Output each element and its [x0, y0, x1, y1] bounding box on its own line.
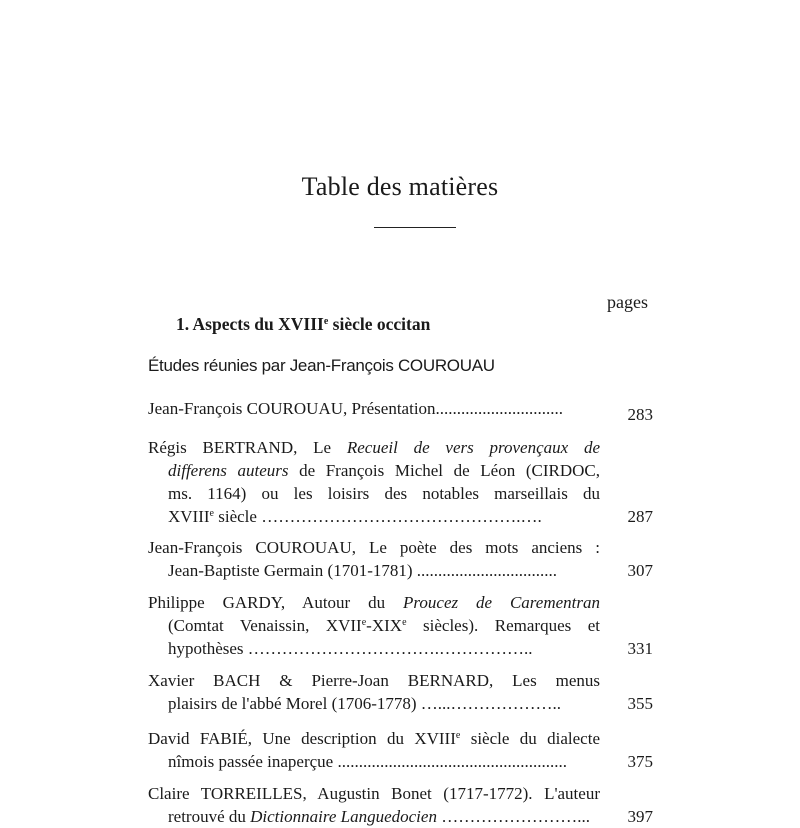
toc-entry-text: Xavier BACH & Pierre-Joan BERNARD, Les menus [148, 671, 600, 690]
toc-entry-page: 331 [627, 639, 653, 658]
toc-entry-text: Philippe GARDY, Autour du [148, 593, 404, 612]
toc-entry-text: siècle ……………………………………….…. [214, 507, 542, 526]
toc-entry-line [148, 750, 600, 773]
toc-entry [148, 782, 653, 828]
toc-entry-text: plaisirs de l'abbé Morel (1706-1778) …...……………….. [168, 694, 562, 713]
toc-entry-line [148, 727, 600, 750]
toc-entry-line [148, 505, 600, 528]
toc-entry-text: nîmois passée inaperçue ...................................................... [168, 752, 567, 771]
toc-entry-line [148, 669, 600, 692]
toc-entry-text: ……………………... [436, 807, 590, 826]
toc-entry-text: Jean-Baptiste Germain (1701-1781) ................................. [168, 561, 558, 580]
toc-entry-text: retrouvé du [168, 807, 251, 826]
toc-entry-line [148, 482, 600, 505]
toc-entry [148, 536, 653, 582]
toc-entry-title-italic: Dictionnaire Languedocien [250, 807, 437, 826]
toc-entry [148, 591, 653, 660]
toc-list [148, 397, 653, 828]
toc-entry-line [148, 805, 600, 828]
toc-entry-page: 283 [627, 405, 653, 424]
toc-entry-line [148, 591, 600, 614]
toc-entry-title-italic: Proucez de Carementran [403, 593, 600, 612]
toc-entry-line [148, 692, 600, 715]
editor-line: Études réunies par Jean-François COUROUAU [148, 356, 495, 375]
toc-entry-line [148, 459, 600, 482]
toc-entry-sup: e [455, 730, 461, 741]
toc-entry-title-italic: differens auteurs [168, 461, 289, 480]
toc-entry-page: 355 [627, 694, 653, 713]
toc-entry-page: 375 [627, 752, 653, 771]
toc-entry-line [148, 559, 600, 582]
toc-entry-text: de François Michel de Léon (CIRDOC, [288, 461, 600, 480]
pages-column-label: pages [607, 292, 648, 312]
toc-entry-text: Régis BERTRAND, Le [148, 438, 347, 457]
toc-entry-text: siècles). Remarques et [406, 616, 600, 635]
toc-entry-line [148, 536, 600, 559]
toc-entry [148, 436, 653, 528]
toc-entry-line [148, 637, 600, 660]
toc-entry-line [148, 782, 600, 805]
section-title-suffix: siècle occitan [328, 314, 431, 334]
toc-entry-text: Jean-François COUROUAU, Présentation.............................. [148, 399, 564, 418]
toc-entry-text: Jean-François COUROUAU, Le poète des mots anciens : [148, 538, 600, 557]
page-title: Table des matières [301, 172, 499, 201]
toc-entry-text: XVIII [168, 507, 210, 526]
toc-entry-text: hypothèses …………………………….…………….. [168, 639, 533, 658]
title-rule [374, 227, 456, 228]
toc-entry-sup: e [361, 617, 367, 628]
section-title-sup: e [323, 316, 329, 327]
toc-entry-page: 287 [627, 507, 653, 526]
toc-entry-text: David FABIÉ, Une description du XVIII [148, 729, 456, 748]
section-title-prefix: 1. Aspects du XVIII [176, 314, 324, 334]
toc-entry [148, 727, 653, 773]
toc-entry-text: ms. 1164) ou les loisirs des notables marseillais du [168, 484, 600, 503]
toc-entry-sup: e [402, 617, 407, 628]
toc-entry-line [148, 436, 600, 459]
toc-entry-title-italic: Recueil de vers provençaux de [346, 438, 600, 457]
toc-entry-line [148, 614, 600, 637]
section-title [176, 314, 430, 335]
toc-entry-text: Claire TORREILLES, Augustin Bonet (1717-1772). L'auteur [148, 784, 600, 803]
toc-entry [148, 397, 653, 426]
toc-entry-text: -XIX [366, 616, 403, 635]
toc-entry-line [148, 397, 600, 426]
toc-entry-sup: e [209, 508, 214, 519]
toc-entry [148, 669, 653, 715]
toc-entry-text: siècle du dialecte [460, 729, 600, 748]
toc-entry-page: 307 [627, 561, 653, 580]
toc-entry-page: 397 [627, 807, 653, 826]
toc-entry-text: (Comtat Venaissin, XVII [168, 616, 362, 635]
